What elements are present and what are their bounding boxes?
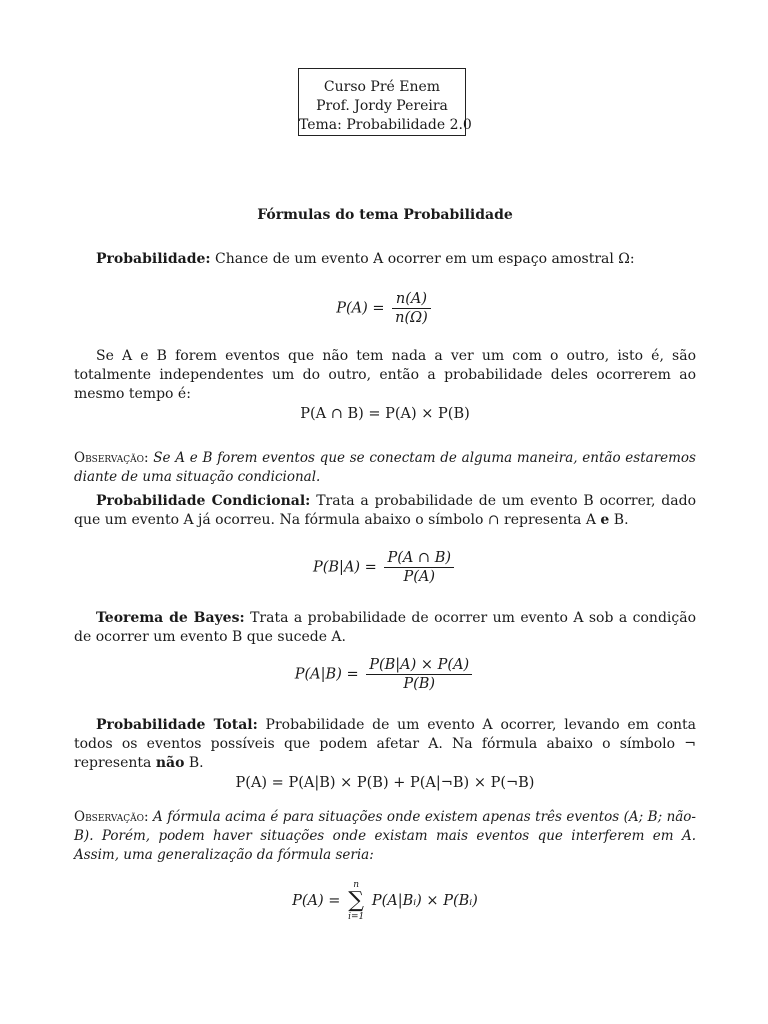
formula4-fraction [366, 656, 472, 693]
summation [348, 880, 364, 922]
independent-paragraph: Se A e B forem eventos que não tem nada a ver um com o outro, isto é, são totalmente independentes um do outro, então a probabilidade deles ocorrerem ao mesmo tempo é: [74, 348, 696, 402]
sigma-symbol: ∑ [348, 888, 364, 913]
formula4-denominator: P(B) [403, 676, 436, 692]
cond-label: Probabilidade Condicional: [96, 493, 311, 509]
observation-1 [74, 449, 696, 487]
total-text-a: Probabilidade de um evento A ocorrer, levando em conta todos os eventos possíveis que podem afetar A. Na fórmula abaixo o símbolo ¬ representa [74, 717, 696, 771]
obs2-text: A fórmula acima é para situações onde existem apenas três eventos (A; B; não-B). Porém, podem haver situações onde existam mais eventos que interferem em A. Assim, uma generalização da fórmula seria: [74, 809, 696, 863]
cond-bold: e [600, 512, 610, 528]
total-paragraph [74, 716, 696, 773]
formula4-numerator: P(B|A) × P(A) [366, 656, 472, 675]
bayes-label: Teorema de Bayes: [96, 610, 245, 626]
sum-lower-limit: i=1 [348, 912, 365, 922]
obs2-label: Observação: [74, 809, 149, 825]
formula-generalization [74, 880, 696, 922]
formula-conditional [74, 549, 696, 586]
formula1-denominator: n(Ω) [395, 310, 428, 326]
formula6-lhs: P(A) = [292, 893, 341, 909]
formula-total: P(A) = P(A|B) × P(B) + P(A|¬B) × P(¬B) [235, 775, 535, 791]
formula3-numerator: P(A ∩ B) [384, 549, 454, 568]
formula3-lhs: P(B|A) = [312, 559, 377, 576]
cond-text-b: B. [609, 512, 629, 528]
conditional-paragraph [74, 492, 696, 530]
total-bold: não [155, 755, 185, 771]
prob-text: Chance de um evento A ocorrer em um espaço amostral Ω: [210, 251, 635, 267]
formula1-lhs: P(A) = [336, 300, 385, 317]
prob-label: Probabilidade: [96, 251, 211, 267]
bayes-paragraph [74, 609, 696, 647]
header-topic: Tema: Probabilidade 2.0 [299, 117, 472, 133]
observation-2 [74, 808, 696, 865]
sum-upper-limit: n [353, 880, 360, 890]
formula-independent: P(A ∩ B) = P(A) × P(B) [300, 406, 470, 422]
document-page [74, 0, 696, 1024]
header-box [298, 68, 472, 136]
obs1-text: Se A e B forem eventos que se conectam de alguma maneira, então estaremos diante de uma situação condicional. [74, 450, 696, 485]
formula4-lhs: P(A|B) = [294, 666, 359, 683]
formula3-denominator: P(A) [403, 569, 435, 585]
document-title: Fórmulas do tema Probabilidade [257, 207, 513, 223]
bayes-text: Trata a probabilidade de ocorrer um evento A sob a condição de ocorrer um evento B que sucede A. [74, 610, 696, 645]
formula3-fraction [384, 549, 454, 586]
formula1-numerator: n(A) [392, 290, 431, 309]
total-label: Probabilidade Total: [96, 717, 258, 733]
cond-text-a: Trata a probabilidade de um evento B ocorrer, dado que um evento A já ocorreu. Na fórmula abaixo o símbolo ∩ representa A [74, 493, 697, 528]
obs1-label: Observação: [74, 450, 149, 466]
formula6-rhs: P(A|Bᵢ) × P(Bᵢ) [371, 893, 478, 909]
header-course: Curso Pré Enem [323, 79, 441, 95]
header-teacher: Prof. Jordy Pereira [316, 98, 448, 114]
prob-paragraph [74, 250, 696, 269]
formula1-fraction [392, 290, 431, 327]
formula-probability [74, 290, 696, 327]
total-text-b: B. [184, 755, 204, 771]
formula-bayes [74, 656, 696, 693]
